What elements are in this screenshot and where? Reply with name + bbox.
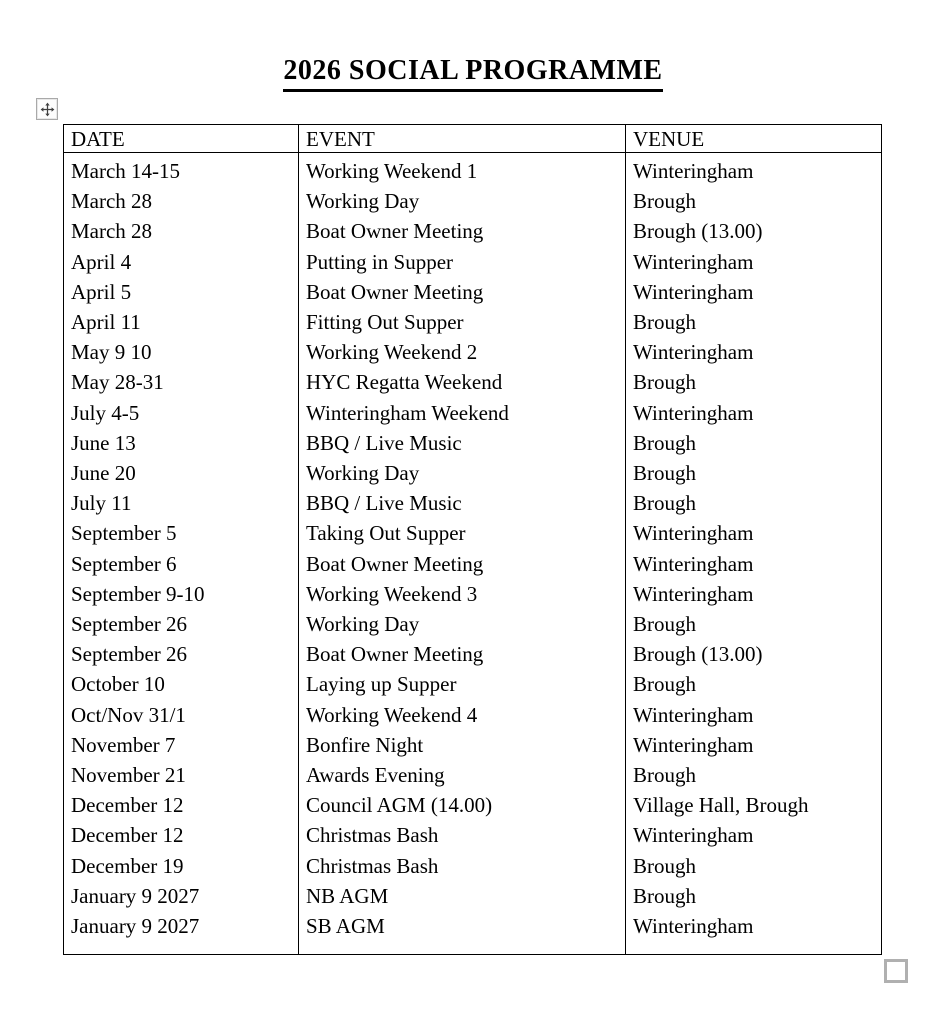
- cell-line-event: Working Day: [306, 461, 420, 486]
- cell-line-event: Awards Evening: [306, 763, 445, 788]
- cell-line-date: December 12: [71, 793, 184, 818]
- cell-line-event: Boat Owner Meeting: [306, 642, 484, 667]
- cell-line-venue: Winteringham: [633, 279, 754, 304]
- cell-line-event: Boat Owner Meeting: [306, 551, 484, 576]
- cell-line-event: Council AGM (14.00): [306, 793, 493, 818]
- cell-line-venue: Winteringham: [633, 732, 754, 757]
- cell-line-event: Working Day: [306, 612, 420, 637]
- cell-line-venue: Brough: [633, 189, 696, 214]
- cell-line-venue: Brough: [633, 430, 696, 455]
- cell-line-date: June 13: [71, 430, 136, 455]
- cell-line-date: July 11: [71, 491, 132, 516]
- cell-line-event: Winteringham Weekend: [306, 400, 509, 425]
- header-cell-event[interactable]: EVENT: [299, 125, 626, 152]
- cell-line-event: Working Weekend 4: [306, 702, 478, 727]
- cell-line-date: April 5: [71, 279, 132, 304]
- cell-line-venue: Brough (13.00): [633, 219, 763, 244]
- cell-line-date: May 28-31: [71, 370, 164, 395]
- cell-line-event: SB AGM: [306, 914, 385, 939]
- move-arrows-icon: [40, 102, 55, 117]
- table-header-row: [64, 125, 881, 153]
- cell-line-date: July 4-5: [71, 400, 140, 425]
- cell-line-event: Working Weekend 1: [306, 159, 478, 183]
- header-cell-venue[interactable]: VENUE: [633, 127, 705, 151]
- cell-line-venue: Brough: [633, 310, 696, 335]
- cell-line-event: Fitting Out Supper: [306, 310, 464, 335]
- cell-line-venue: Winteringham: [633, 702, 754, 727]
- header-cell-date[interactable]: DATE: [64, 125, 299, 152]
- cell-line-venue: Brough: [633, 672, 696, 697]
- cell-line-event: Working Weekend 3: [306, 581, 478, 606]
- cell-line-venue: Winteringham: [633, 159, 754, 183]
- cell-line-venue: Brough: [633, 763, 696, 788]
- cell-line-event: Bonfire Night: [306, 732, 424, 757]
- cell-line-date: September 6: [71, 551, 177, 576]
- programme-table: [63, 124, 882, 955]
- cell-line-date: September 26: [71, 612, 188, 637]
- date-column[interactable]: [64, 153, 299, 954]
- table-move-handle[interactable]: [36, 98, 58, 120]
- cell-line-venue: Brough: [633, 853, 696, 878]
- cell-line-date: March 28: [71, 219, 153, 244]
- cell-line-venue: Brough: [633, 612, 696, 637]
- cell-line-venue: Village Hall, Brough: [633, 793, 809, 818]
- cell-line-venue: Winteringham: [633, 340, 754, 365]
- cell-line-event: BBQ / Live Music: [306, 430, 462, 455]
- cell-line-date: October 10: [71, 672, 165, 697]
- cell-line-event: Boat Owner Meeting: [306, 279, 484, 304]
- cell-line-date: April 4: [71, 249, 132, 274]
- cell-line-date: December 19: [71, 853, 184, 878]
- cell-line-venue: Winteringham: [633, 914, 754, 939]
- cell-line-event: Working Weekend 2: [306, 340, 478, 365]
- cell-line-date: June 20: [71, 461, 136, 486]
- cell-line-event: HYC Regatta Weekend: [306, 370, 503, 395]
- cell-line-date: March 14-15: [71, 159, 181, 183]
- cell-line-venue: Winteringham: [633, 581, 754, 606]
- cell-line-event: Boat Owner Meeting: [306, 219, 484, 244]
- cell-line-date: May 9 10: [71, 340, 152, 365]
- venue-column[interactable]: [626, 153, 881, 954]
- cell-line-venue: Winteringham: [633, 551, 754, 576]
- cell-line-venue: Winteringham: [633, 249, 754, 274]
- title-container: [0, 56, 946, 92]
- cell-line-date: December 12: [71, 823, 184, 848]
- cell-line-event: Working Day: [306, 189, 420, 214]
- cell-line-venue: Winteringham: [633, 823, 754, 848]
- cell-line-event: NB AGM: [306, 883, 389, 908]
- cell-line-venue: Winteringham: [633, 521, 754, 546]
- table-resize-handle[interactable]: [884, 959, 908, 983]
- cell-line-date: September 26: [71, 642, 188, 667]
- cell-line-venue: Brough (13.00): [633, 642, 763, 667]
- cell-line-date: January 9 2027: [71, 883, 200, 908]
- cell-line-date: January 9 2027: [71, 914, 200, 939]
- cell-line-event: Laying up Supper: [306, 672, 457, 697]
- cell-line-date: Oct/Nov 31/1: [71, 702, 186, 727]
- cell-line-event: BBQ / Live Music: [306, 491, 462, 516]
- page-title[interactable]: 2026 SOCIAL PROGRAMME: [283, 56, 662, 92]
- event-column[interactable]: [299, 153, 626, 954]
- cell-line-venue: Winteringham: [633, 400, 754, 425]
- cell-line-event: Christmas Bash: [306, 823, 439, 848]
- cell-line-venue: Brough: [633, 461, 696, 486]
- cell-line-venue: Brough: [633, 883, 696, 908]
- cell-line-venue: Brough: [633, 491, 696, 516]
- cell-line-date: November 21: [71, 763, 186, 788]
- table-body-row: [64, 153, 881, 954]
- cell-line-date: September 5: [71, 521, 177, 546]
- cell-line-event: Taking Out Supper: [306, 521, 466, 546]
- cell-line-event: Putting in Supper: [306, 249, 454, 274]
- cell-line-event: Christmas Bash: [306, 853, 439, 878]
- cell-line-date: November 7: [71, 732, 176, 757]
- cell-line-date: March 28: [71, 189, 153, 214]
- cell-line-venue: Brough: [633, 370, 696, 395]
- cell-line-date: September 9-10: [71, 581, 205, 606]
- cell-line-date: April 11: [71, 310, 141, 335]
